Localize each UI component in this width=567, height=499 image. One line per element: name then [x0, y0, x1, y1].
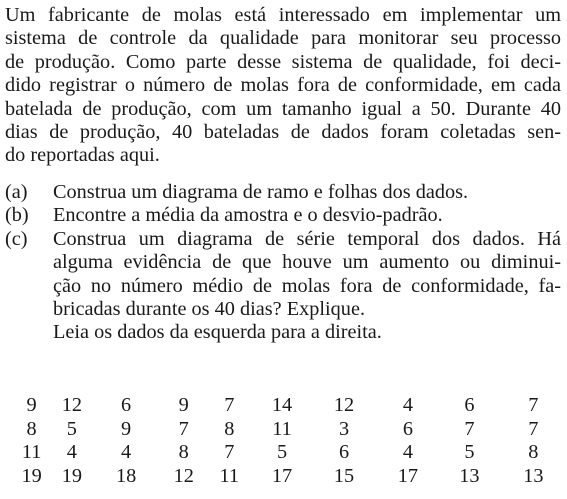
data-cell: 7 — [528, 417, 539, 440]
data-cell: 8 — [224, 417, 235, 440]
data-cell: 5 — [66, 417, 77, 440]
data-cell: 4 — [402, 441, 413, 464]
data-cell: 9 — [178, 394, 189, 416]
data-cell: 8 — [178, 441, 189, 464]
data-cell: 3 — [338, 417, 350, 440]
data-cell: 11 — [219, 464, 240, 487]
data-cell: 12 — [333, 394, 355, 416]
item-text-line: alguma evidência de que houve um aumento ou diminui- — [53, 251, 561, 274]
statement-line-6: dias de produção, 40 bateladas de dados foram coletadas sen- — [5, 121, 561, 144]
statement-line-4: dido registrar o número de molas fora de conformidade, em cada — [5, 74, 561, 97]
data-cell: 9 — [121, 417, 132, 440]
data-cell: 11 — [272, 417, 292, 440]
item-letter: (c) — [5, 227, 28, 250]
item-text-line: ção no número médio de molas fora de conformidade, fa- — [53, 274, 561, 297]
data-cell: 19 — [61, 464, 82, 487]
data-cell: 4 — [121, 441, 132, 464]
data-row — [10, 394, 567, 418]
data-cell: 9 — [26, 394, 37, 416]
item-text-line: Construa um diagrama de série temporal dos dados. Há — [53, 227, 561, 250]
item-letter: (a) — [5, 181, 28, 203]
data-row — [10, 465, 567, 489]
statement-line-2: sistema de controle da qualidade para monitorar seu processo — [5, 27, 561, 50]
data-cell: 7 — [178, 417, 189, 440]
data-cell: 17 — [271, 464, 293, 487]
statement-line-1: Um fabricante de molas está interessado em implementar um — [5, 4, 561, 26]
data-cell: 6 — [402, 417, 413, 440]
data-cell: 8 — [26, 417, 37, 440]
data-cell: 4 — [402, 394, 413, 416]
data-cell: 5 — [464, 441, 475, 464]
data-cell: 13 — [523, 464, 544, 487]
data-cell: 6 — [338, 441, 350, 464]
data-cell: 12 — [173, 464, 194, 487]
statement-line-5: batelada de produção, com um tamanho igual a 50. Durante 40 — [5, 97, 561, 120]
item-letter: (b) — [5, 204, 29, 227]
data-cell: 15 — [333, 464, 355, 487]
data-table — [10, 394, 567, 488]
data-cell: 7 — [528, 394, 539, 416]
question-item-b — [5, 204, 561, 227]
data-cell: 12 — [61, 394, 82, 416]
item-text-line: Encontre a média da amostra e o desvio-padrão. — [53, 204, 443, 227]
item-text-line: Leia os dados da esquerda para a direita. — [53, 321, 382, 344]
data-cell: 18 — [115, 464, 137, 487]
data-cell: 14 — [271, 394, 293, 416]
data-cell: 7 — [224, 441, 235, 464]
data-cell: 19 — [21, 464, 42, 487]
question-item-a — [5, 181, 561, 204]
question-item-c — [5, 228, 561, 345]
data-cell: 5 — [276, 441, 288, 464]
data-cell: 17 — [397, 464, 419, 487]
data-cell: 7 — [224, 394, 235, 416]
problem-statement — [5, 4, 561, 168]
data-row — [10, 441, 567, 465]
question-list — [5, 181, 561, 345]
data-cell: 8 — [528, 441, 539, 464]
statement-line-3: de produção. Como parte desse sistema de qualidade, foi deci- — [5, 50, 561, 73]
data-row — [10, 418, 567, 442]
data-cell: 7 — [464, 417, 475, 440]
statement-line-7: do reportadas aqui. — [5, 144, 160, 167]
data-table-body — [10, 394, 567, 488]
data-cell: 6 — [121, 394, 132, 416]
data-cell: 11 — [21, 441, 42, 464]
item-text-line: Construa um diagrama de ramo e folhas dos dados. — [53, 181, 469, 203]
item-text-line: bricadas durante os 40 dias? Explique. — [53, 298, 366, 321]
data-cell: 4 — [66, 441, 77, 464]
data-cell: 13 — [459, 464, 480, 487]
data-cell: 6 — [464, 394, 475, 416]
